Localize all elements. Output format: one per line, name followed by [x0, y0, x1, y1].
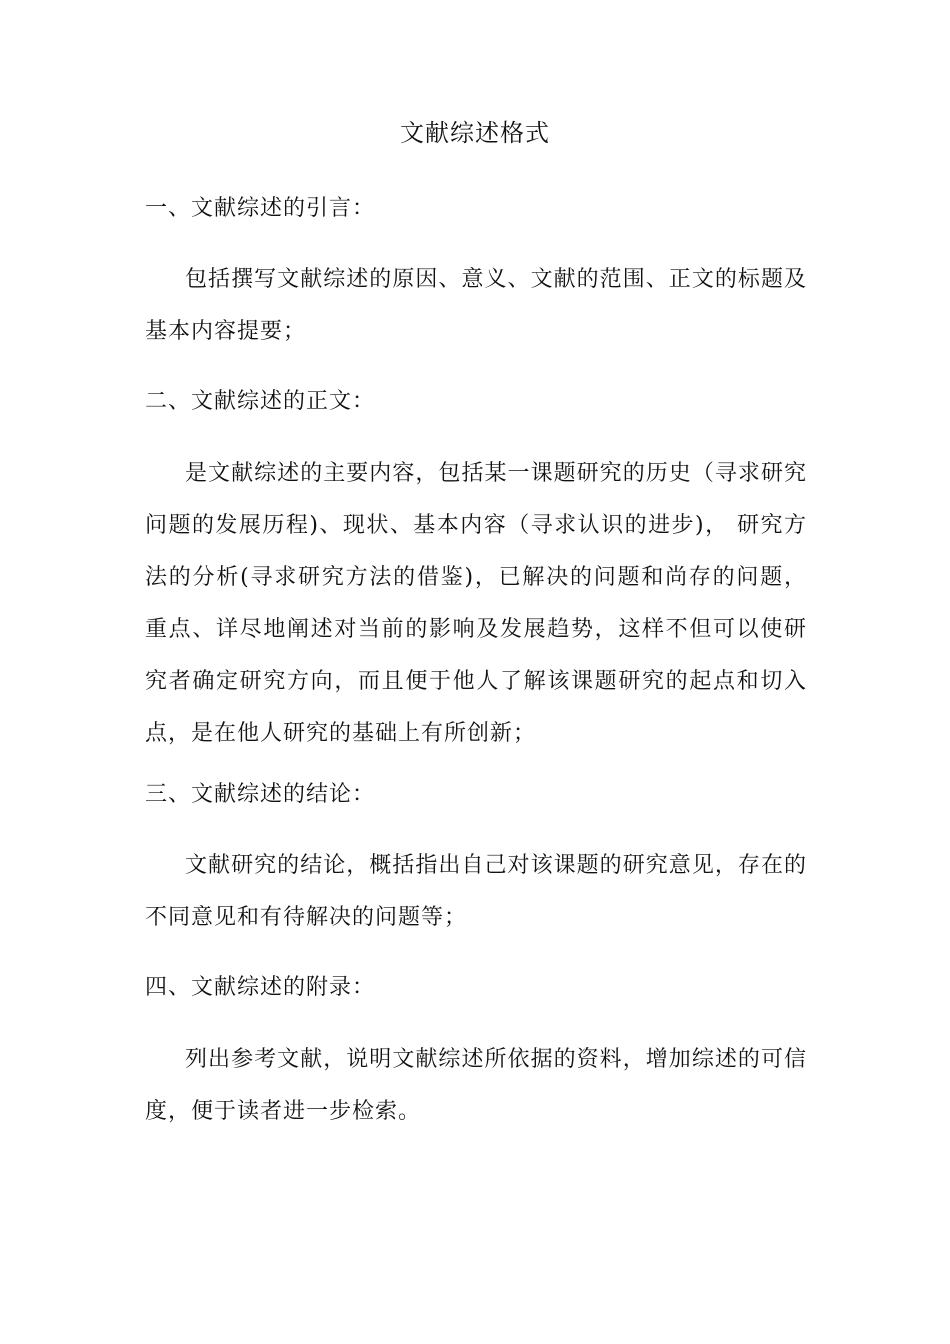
section-4-body: 列出参考文献，说明文献综述所依据的资料，增加综述的可信度，便于读者进一步检索。: [145, 1047, 807, 1124]
section-1-heading: 一、文献综述的引言：: [145, 196, 376, 221]
section-1-body: 包括撰写文献综述的原因、意义、文献的范围、正文的标题及基本内容提要；: [145, 267, 807, 344]
section-2-heading: 二、文献综述的正文：: [145, 389, 376, 414]
document-title: 文献综述格式: [400, 119, 550, 147]
section-2-body: 是文献综述的主要内容，包括某一课题研究的历史（寻求研究问题的发展历程)、现状、基本内容（寻求认识的进步)， 研究方法的分析(寻求研究方法的借鉴)，已解决的问题和尚存的问题，重点、详尽地阐述对当前的影响及发展趋势，这样不但可以使研究者确定研究方向，而且便于他人了解该课题研究的起点和切入点，是在他人研究的基础上有所创新；: [145, 461, 807, 746]
section-3-heading: 三、文献综述的结论：: [145, 782, 376, 807]
section-3-body: 文献研究的结论，概括指出自己对该课题的研究意见，存在的不同意见和有待解决的问题等；: [145, 853, 807, 930]
section-4-heading: 四、文献综述的附录：: [145, 975, 376, 1000]
